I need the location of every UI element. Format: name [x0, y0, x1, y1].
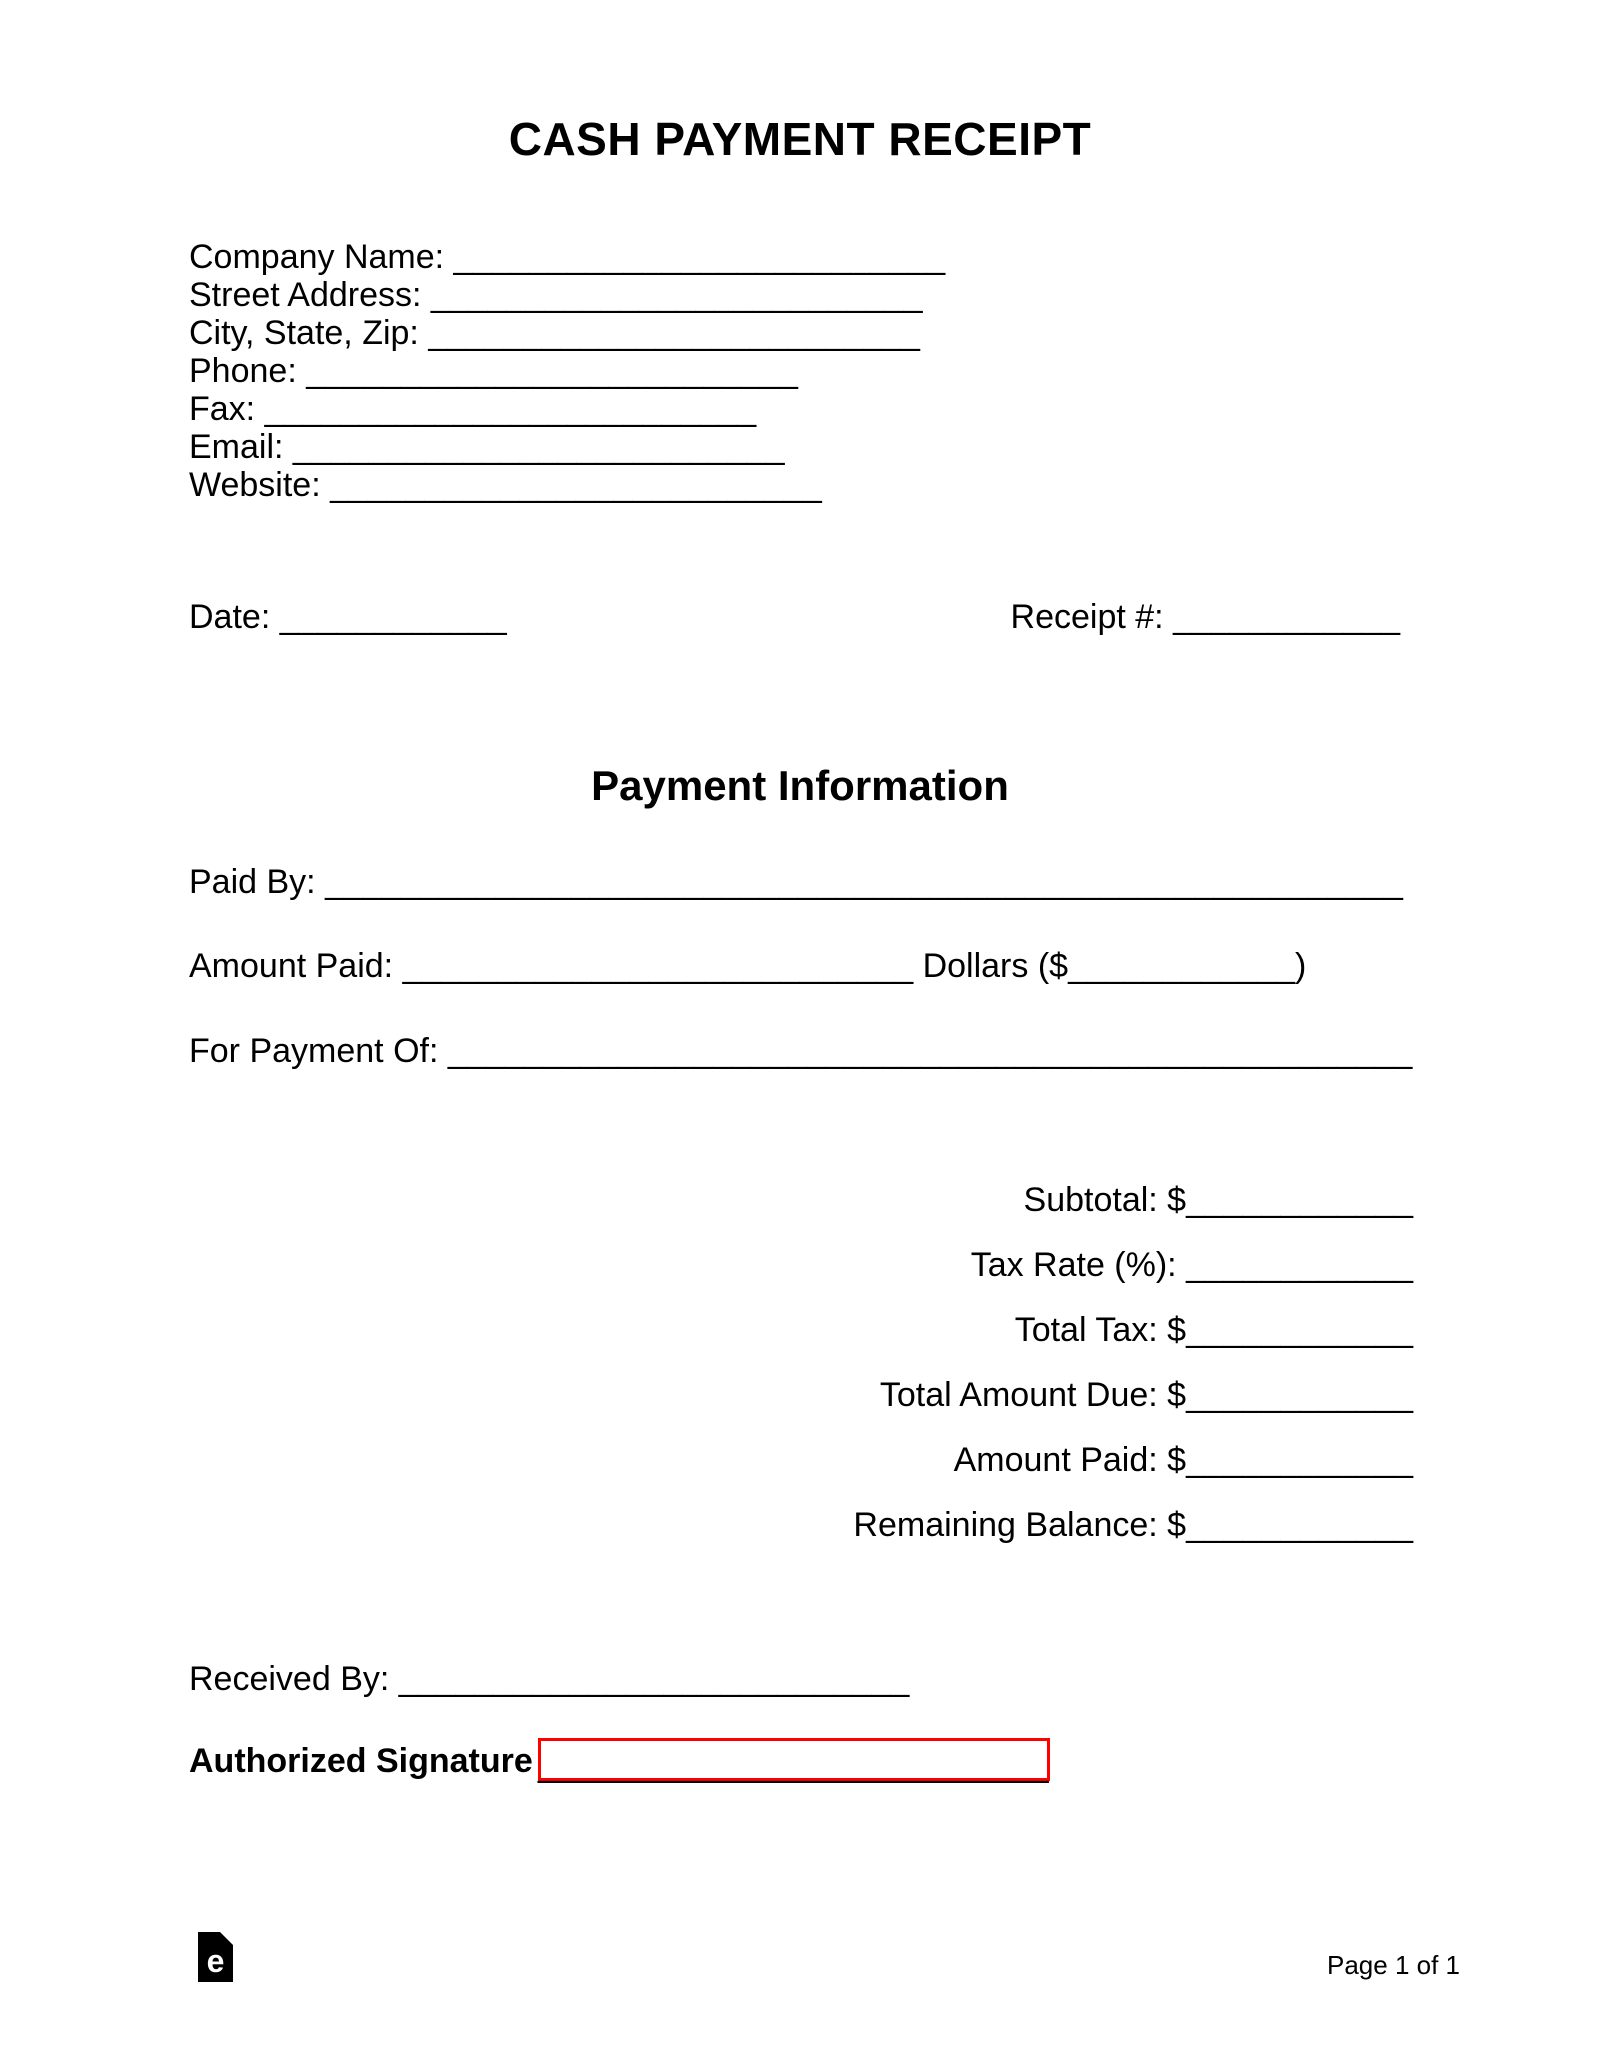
amount-paid-total-row [853, 1428, 1413, 1493]
remaining-balance-label: Remaining Balance: $ [853, 1506, 1187, 1544]
for-payment-of-label: For Payment Of: [189, 1032, 448, 1070]
street-address-field [189, 276, 945, 314]
receipt-number-blank: ____________ [1173, 598, 1400, 636]
company-info-block [189, 238, 945, 504]
eforms-document-logo-icon [198, 1932, 233, 1982]
company-name-label: Company Name: [189, 238, 454, 276]
fax-field [189, 390, 945, 428]
city-state-zip-label: City, State, Zip: [189, 314, 429, 352]
website-field [189, 466, 945, 504]
paid-by-label: Paid By: [189, 863, 326, 901]
amount-paid-total-label: Amount Paid: $ [953, 1441, 1187, 1479]
tax-rate-label: Tax Rate (%): [970, 1246, 1187, 1284]
total-amount-due-row [853, 1363, 1413, 1428]
street-address-label: Street Address: [189, 276, 431, 314]
for-payment-of-blank: ___________________________________________________ [447, 1032, 1413, 1070]
page-number-label: Page 1 of 1 [1327, 1950, 1460, 1980]
amount-paid-field [189, 947, 1306, 985]
amount-paid-dollars-label: Dollars ($ [913, 947, 1069, 985]
total-tax-label: Total Tax: $ [1014, 1311, 1187, 1349]
received-by-field [189, 1660, 909, 1698]
tax-rate-row [853, 1233, 1413, 1298]
amount-paid-numeric-blank: ____________ [1068, 947, 1295, 985]
phone-label: Phone: [189, 352, 307, 390]
tax-rate-blank: ____________ [1186, 1246, 1413, 1284]
document-title: CASH PAYMENT RECEIPT [508, 113, 1092, 165]
eforms-logo-letter: e [206, 1943, 225, 1979]
total-tax-row [853, 1298, 1413, 1363]
total-tax-blank: ____________ [1186, 1311, 1413, 1349]
total-amount-due-label: Total Amount Due: $ [879, 1376, 1187, 1414]
date-label: Date: [189, 598, 280, 636]
company-name-field [189, 238, 945, 276]
phone-field [189, 352, 945, 390]
fax-label: Fax: [189, 390, 265, 428]
website-blank: __________________________ [330, 466, 822, 504]
email-label: Email: [189, 428, 293, 466]
authorized-signature-blank: ___________________________ [538, 1746, 1049, 1784]
subtotal-label: Subtotal: $ [1023, 1181, 1187, 1219]
amount-paid-label: Amount Paid: [189, 947, 403, 985]
paid-by-blank: _________________________________________________________ [325, 863, 1403, 901]
date-blank: ____________ [279, 598, 507, 636]
street-address-blank: __________________________ [430, 276, 923, 314]
amount-paid-written-blank: ___________________________ [402, 947, 914, 985]
remaining-balance-blank: ____________ [1186, 1506, 1413, 1544]
for-payment-of-field [189, 1032, 1412, 1070]
company-name-blank: __________________________ [453, 238, 946, 276]
city-state-zip-field [189, 314, 945, 352]
authorized-signature-field[interactable] [538, 1738, 1050, 1784]
paid-by-field [189, 863, 1403, 901]
email-field [189, 428, 945, 466]
remaining-balance-row [853, 1493, 1413, 1558]
amount-paid-close-paren: ) [1294, 947, 1307, 985]
subtotal-blank: ____________ [1186, 1181, 1413, 1219]
email-blank: __________________________ [292, 428, 785, 466]
payment-information-heading: Payment Information [591, 762, 1009, 809]
date-receipt-row [189, 598, 1400, 636]
receipt-number-field [1011, 598, 1400, 636]
date-field [189, 598, 507, 636]
amount-paid-total-blank: ____________ [1186, 1441, 1413, 1479]
city-state-zip-blank: __________________________ [428, 314, 920, 352]
received-by-blank: ___________________________ [398, 1660, 910, 1698]
fax-blank: __________________________ [264, 390, 757, 428]
receipt-number-label: Receipt #: [1010, 598, 1174, 636]
website-label: Website: [189, 466, 331, 504]
authorized-signature-label: Authorized Signature [189, 1742, 533, 1780]
received-by-label: Received By: [189, 1660, 399, 1698]
phone-blank: __________________________ [306, 352, 798, 390]
totals-block [853, 1168, 1413, 1558]
total-amount-due-blank: ____________ [1186, 1376, 1413, 1414]
subtotal-row [853, 1168, 1413, 1233]
